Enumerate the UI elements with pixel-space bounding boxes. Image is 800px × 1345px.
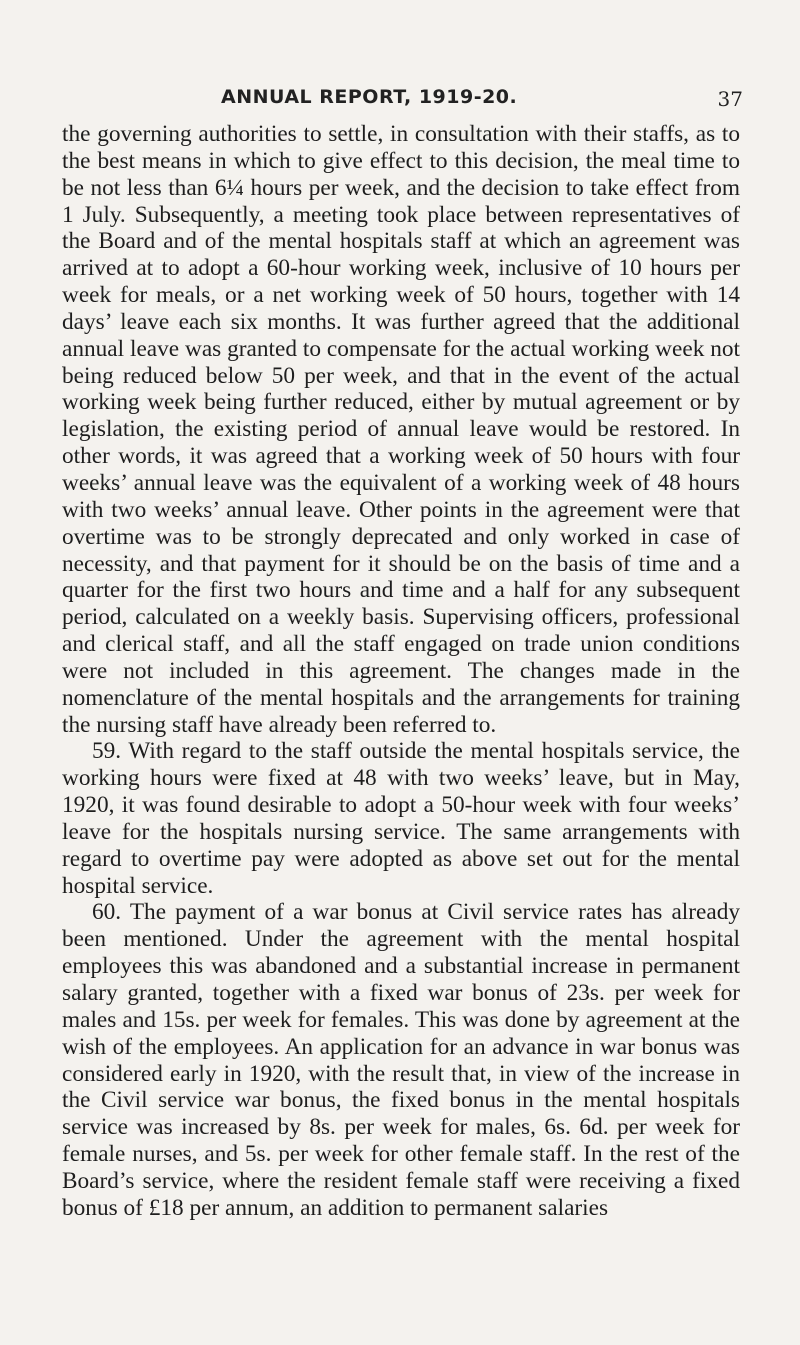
paragraph-continuation: the governing authorities to settle, in consultation with their staffs, as to the best means in which to give effect to this decision, the meal time to be not less than 6¼ hours per week, and the decision to take effect from 1 July. Subsequently, a meeting took place between representatives of the Board and of the mental hospitals staff at which an agreement was arrived at to adopt a 60-hour working week, inclusive of 10 hours per week for meals, or a net working week of 50 hours, together with 14 days’ leave each six months. It was further agreed that the additional annual leave was granted to compensate for the actual working week not being reduced below 50 per week, and that in the event of the actual working week being further reduced, either by mutual agreement or by legislation, the existing period of annual leave would be restored. In other words, it was agreed that a working week of 50 hours with four weeks’ annual leave was the equivalent of a working week of 48 hours with two weeks’ annual leave. Other points in the agreement were that overtime was to be strongly deprecated and only worked in case of necessity, and that payment for it should be on the basis of time and a quarter for the first two hours and time and a half for any subsequent period, calculated on a weekly basis. Supervising officers, professional and clerical staff, and all the staff engaged on trade union conditions were not included in this agreement. The changes made in the nomenclature of the mental hospitals and the arrangements for training the nursing staff have already been referred to. <box>62 121 740 738</box>
paragraph-59: 59. With regard to the staff outside the mental hospitals service, the working hours were fixed at 48 with two weeks’ leave, but in May, 1920, it was found desirable to adopt a 50-hour week with four weeks’ leave for the hospitals nursing service. The same arrangements with regard to overtime pay were adopted as above set out for the mental hospital service. <box>62 738 740 899</box>
paragraph-60: 60. The payment of a war bonus at Civil service rates has already been mentioned. Under the agreement with the mental hospital employees this was abandoned and a substantial increase in permanent salary granted, together with a fixed war bonus of 23s. per week for males and 15s. per week for females. This was done by agreement at the wish of the employees. An application for an advance in war bonus was considered early in 1920, with the result that, in view of the increase in the Civil service war bonus, the fixed bonus in the mental hospitals service was increased by 8s. per week for males, 6s. 6d. per week for female nurses, and 5s. per week for other female staff. In the rest of the Board’s service, where the resident female staff were receiving a fixed bonus of £18 per annum, an addition to permanent salaries <box>62 899 740 1221</box>
page-number: 37 <box>717 87 743 111</box>
running-title: ANNUAL REPORT, 1919-20. <box>221 86 518 108</box>
body-text <box>62 121 740 1222</box>
